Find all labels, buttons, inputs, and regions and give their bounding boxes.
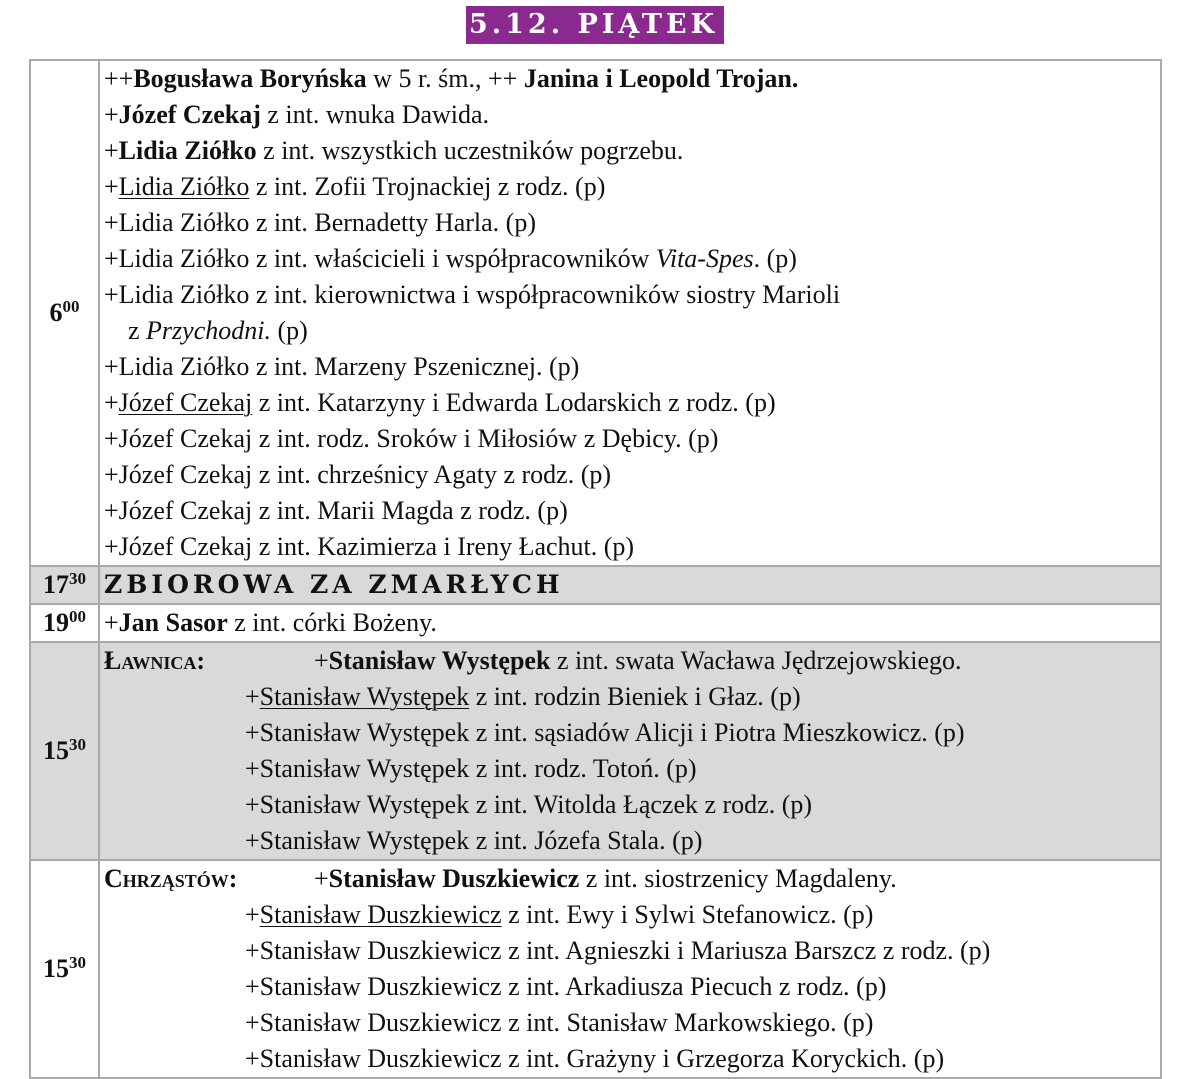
- cross-marker: +: [104, 244, 119, 273]
- intention-line: [104, 205, 1160, 241]
- intention-text: z int. Witolda Łączek z rodz. (p): [469, 790, 813, 819]
- intention-text: z: [128, 316, 147, 345]
- intention-line: [104, 897, 1160, 933]
- intention-line: [104, 715, 1160, 751]
- page-title: 5.12. PIĄTEK: [466, 6, 724, 44]
- mass-intentions: [99, 604, 1161, 642]
- time-hour: 15: [43, 736, 69, 765]
- intention-text: z int. Ewy i Sylwi Stefanowicz. (p): [501, 900, 874, 929]
- cross-marker: +: [245, 826, 260, 855]
- intention-line: [104, 133, 1160, 169]
- mass-row: [30, 566, 1161, 604]
- cross-marker: +: [104, 100, 119, 129]
- mass-row: [30, 604, 1161, 642]
- mass-time: [30, 60, 99, 566]
- intention-line: [104, 97, 1160, 133]
- cross-marker: +: [104, 532, 119, 561]
- cross-marker: +: [245, 900, 260, 929]
- mass-time: [30, 566, 99, 604]
- mass-row: [30, 642, 1161, 860]
- mass-intentions: [99, 566, 1161, 604]
- intention-line: [104, 861, 1160, 897]
- intention-suffix: (p): [270, 316, 308, 345]
- cross-marker: +: [245, 936, 260, 965]
- time-hour: 17: [43, 570, 69, 599]
- cross-marker: +: [104, 496, 119, 525]
- intention-line: [104, 1005, 1160, 1041]
- cross-marker: +: [314, 864, 329, 893]
- cross-marker: ++: [104, 64, 134, 93]
- intention-line: [104, 421, 1160, 457]
- deceased-name: Józef Czekaj: [118, 388, 253, 417]
- intention-line: [104, 529, 1160, 565]
- deceased-name: Stanisław Występek: [259, 682, 470, 711]
- intention-text: z int. siostrzenicy Magdaleny.: [579, 864, 897, 893]
- deceased-name: Lidia Ziółko: [118, 280, 250, 309]
- intention-line: [104, 969, 1160, 1005]
- intention-text: z int. wszystkich uczestników pogrzebu.: [256, 136, 684, 165]
- deceased-name: Józef Czekaj: [118, 532, 253, 561]
- intention-italic: Vita-Spes: [655, 244, 754, 273]
- intention-text: z int. Marzeny Pszenicznej. (p): [249, 352, 580, 381]
- deceased-name: Lidia Ziółko: [118, 208, 250, 237]
- cross-marker: +: [245, 754, 260, 783]
- intention-text: z int. swata Wacława Jędrzejowskiego.: [550, 646, 962, 675]
- cross-marker: +: [104, 136, 119, 165]
- intention-line: [104, 933, 1160, 969]
- deceased-name: Stanisław Duszkiewicz: [259, 936, 502, 965]
- title-wrapper: [0, 6, 1190, 44]
- deceased-name: Stanisław Występek: [259, 826, 470, 855]
- intention-line: [104, 349, 1160, 385]
- mass-time: [30, 642, 99, 860]
- intention-text: z int. chrześnicy Agaty z rodz. (p): [252, 460, 612, 489]
- mass-schedule-table: [29, 59, 1162, 1079]
- intention-line: [104, 169, 1160, 205]
- intention-line: [104, 385, 1160, 421]
- intention-text: z int. rodzin Bieniek i Głaz. (p): [469, 682, 801, 711]
- time-minutes: 00: [69, 607, 86, 626]
- intention-line: [104, 787, 1160, 823]
- deceased-name: Stanisław Duszkiewicz: [259, 972, 502, 1001]
- intention-text: z int. Kazimierza i Ireny Łachut. (p): [252, 532, 635, 561]
- deceased-name: Józef Czekaj: [118, 424, 253, 453]
- cross-marker: +: [104, 280, 119, 309]
- intention-line: [104, 313, 1160, 349]
- cross-marker: +: [314, 646, 329, 675]
- deceased-name: Jan Sasor: [118, 608, 228, 637]
- cross-marker: +: [104, 208, 119, 237]
- intention-line: [104, 493, 1160, 529]
- cross-marker: ++: [488, 64, 518, 93]
- deceased-name: Stanisław Duszkiewicz: [259, 900, 502, 929]
- cross-marker: +: [245, 718, 260, 747]
- intention-line: [104, 241, 1160, 277]
- deceased-name: Józef Czekaj: [118, 496, 253, 525]
- intention-text: z int. Józefa Stala. (p): [469, 826, 703, 855]
- cross-marker: +: [104, 460, 119, 489]
- mass-time: [30, 860, 99, 1078]
- intention-line: [104, 61, 1160, 97]
- intention-text: z int. córki Bożeny.: [227, 608, 437, 637]
- intention-text: z int. Arkadiusza Piecuch z rodz. (p): [501, 972, 887, 1001]
- deceased-name: Stanisław Duszkiewicz: [259, 1008, 502, 1037]
- deceased-name: Stanisław Duszkiewicz: [328, 864, 580, 893]
- cross-marker: +: [104, 608, 119, 637]
- deceased-name: Lidia Ziółko: [118, 136, 257, 165]
- time-hour: 19: [43, 608, 69, 637]
- intention-italic: Przychodni.: [146, 316, 271, 345]
- cross-marker: +: [245, 682, 260, 711]
- deceased-name: Stanisław Występek: [259, 718, 470, 747]
- intention-text: z int. Agnieszki i Mariusza Barszcz z rodz. (p): [501, 936, 991, 965]
- deceased-name: Józef Czekaj: [118, 100, 261, 129]
- deceased-name: Bogusława Boryńska: [133, 64, 367, 93]
- deceased-name: Lidia Ziółko: [118, 352, 250, 381]
- intention-line: [104, 1041, 1160, 1077]
- deceased-name: Lidia Ziółko: [118, 172, 250, 201]
- intention-text: z int. sąsiadów Alicji i Piotra Mieszkowicz. (p): [469, 718, 965, 747]
- intention-text: z int. rodz. Sroków i Miłosiów z Dębicy. (p): [252, 424, 719, 453]
- time-minutes: 30: [69, 953, 86, 972]
- deceased-name: Stanisław Duszkiewicz: [259, 1044, 502, 1073]
- mass-intentions: [99, 60, 1161, 566]
- intention-text: w 5 r. śm.,: [366, 64, 489, 93]
- time-hour: 6: [49, 298, 63, 327]
- intention-text: z int. rodz. Totoń. (p): [469, 754, 697, 783]
- location-label: Ławnica:: [104, 646, 206, 675]
- intention-text: z int. Stanisław Markowskiego. (p): [501, 1008, 874, 1037]
- deceased-name: Janina i Leopold Trojan.: [517, 64, 799, 93]
- deceased-name: Lidia Ziółko: [118, 244, 250, 273]
- intention-text: z int. kierownictwa i współpracowników siostry Marioli: [249, 280, 841, 309]
- intention-line: [104, 643, 1160, 679]
- deceased-name: Stanisław Występek: [259, 790, 470, 819]
- time-hour: 15: [43, 954, 69, 983]
- intention-line: [104, 457, 1160, 493]
- intention-text: z int. wnuka Dawida.: [260, 100, 490, 129]
- intention-text: z int. właścicieli i współpracowników: [249, 244, 656, 273]
- time-minutes: 30: [69, 735, 86, 754]
- mass-intentions: [99, 642, 1161, 860]
- time-minutes: 30: [69, 569, 86, 588]
- intention-text: z int. Katarzyny i Edwarda Lodarskich z rodz. (p): [252, 388, 776, 417]
- cross-marker: +: [104, 352, 119, 381]
- deceased-name: Józef Czekaj: [118, 460, 253, 489]
- mass-time: [30, 604, 99, 642]
- cross-marker: +: [104, 172, 119, 201]
- intention-text: z int. Zofii Trojnackiej z rodz. (p): [249, 172, 606, 201]
- deceased-name: Stanisław Występek: [259, 754, 470, 783]
- intention-line: [104, 605, 1160, 641]
- mass-row: [30, 860, 1161, 1078]
- collective-mass-label: [104, 567, 1160, 603]
- intention-line: [104, 751, 1160, 787]
- intention-line: [104, 277, 1160, 313]
- location-label: Chrząstów:: [104, 864, 238, 893]
- cross-marker: +: [104, 424, 119, 453]
- time-minutes: 00: [62, 297, 80, 316]
- deceased-name: Stanisław Występek: [328, 646, 551, 675]
- collective-label: ZBIOROWA ZA ZMARŁYCH: [104, 570, 564, 599]
- cross-marker: +: [245, 972, 260, 1001]
- cross-marker: +: [104, 388, 119, 417]
- intention-text: z int. Marii Magda z rodz. (p): [252, 496, 568, 525]
- intention-text: z int. Bernadetty Harla. (p): [249, 208, 536, 237]
- cross-marker: +: [245, 790, 260, 819]
- intention-line: [104, 679, 1160, 715]
- intention-suffix: . (p): [753, 244, 797, 273]
- intention-text: z int. Grażyny i Grzegorza Koryckich. (p): [501, 1044, 945, 1073]
- mass-intentions: [99, 860, 1161, 1078]
- intention-line: [104, 823, 1160, 859]
- cross-marker: +: [245, 1044, 260, 1073]
- mass-row: [30, 60, 1161, 566]
- cross-marker: +: [245, 1008, 260, 1037]
